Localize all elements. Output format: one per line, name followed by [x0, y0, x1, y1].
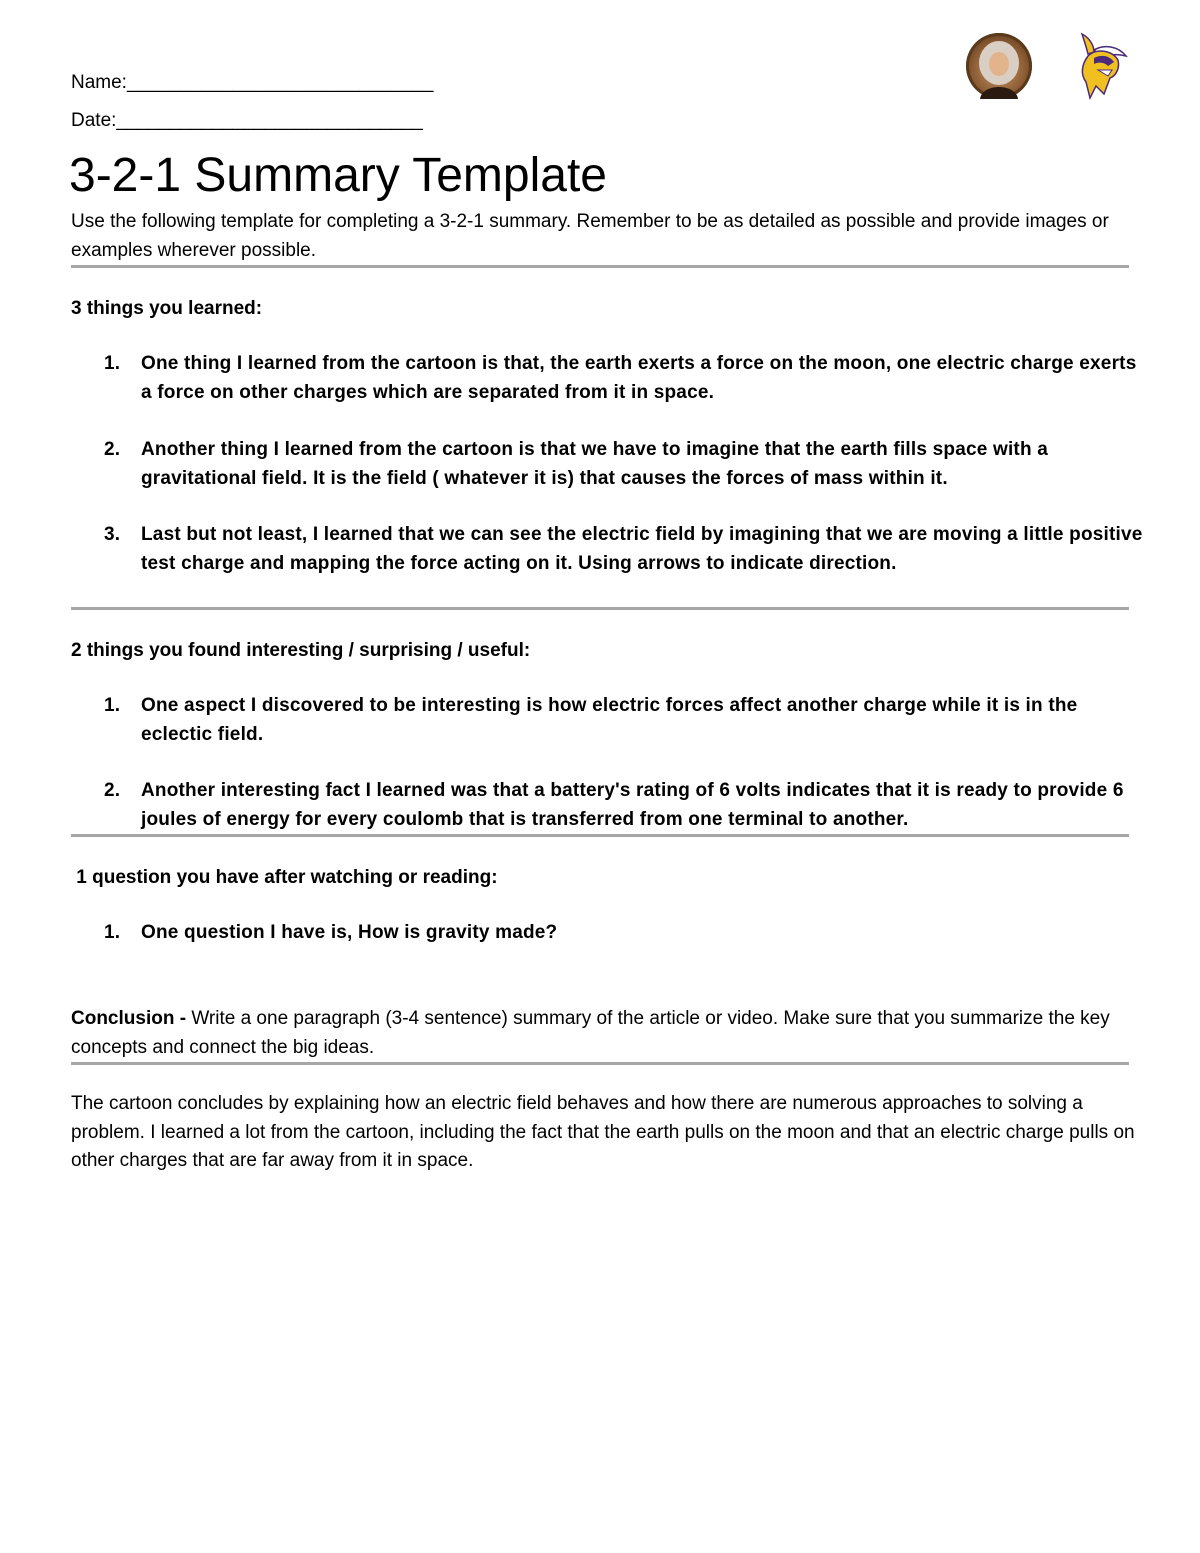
list-number: 1. [104, 922, 121, 943]
list-item [104, 919, 1144, 948]
conclusion-text: The cartoon concludes by explaining how an electric field behaves and how there are numerous approaches to solving a problem. I learned a lot from the cartoon, including the fact that the earth pulls on the moon and that an electric charge pulls on other charges that are far away from it in space. [71, 1093, 1135, 1171]
intro-text: Use the following template for completing a 3-2-1 summary. Remember to be as detailed as possible and provide images or examples wherever possible. [71, 211, 1109, 261]
list-item [104, 436, 1144, 493]
portrait-icon [966, 33, 1032, 99]
page-title: 3-2-1 Summary Template [69, 149, 607, 202]
section-1-heading: 1 question you have after watching or reading: [71, 867, 498, 888]
conclusion-prompt [71, 1005, 1141, 1062]
list-number: 1. [104, 353, 121, 374]
list-number: 1. [104, 695, 121, 716]
list-number: 2. [104, 439, 121, 460]
conclusion-instruction: Write a one paragraph (3-4 sentence) summary of the article or video. Make sure that you summarize the key concepts and connect the big ideas. [71, 1008, 1110, 1058]
list-item [104, 692, 1144, 749]
section-3-heading: 3 things you learned: [71, 298, 263, 319]
list-item [104, 777, 1144, 834]
divider [71, 834, 1129, 837]
divider [71, 607, 1129, 610]
list-item [104, 350, 1144, 407]
divider [71, 1062, 1129, 1065]
vikings-logo-icon [1068, 28, 1132, 104]
list-item-text: Another thing I learned from the cartoon is that we have to imagine that the earth fills space with a gravitational field. It is the field ( whatever it is) that causes the forces of mass within it. [141, 439, 1049, 489]
list-item-text: Another interesting fact I learned was that a battery's rating of 6 volts indicates that it is ready to provide 6 joules of energy for every coulomb that is transferred from one terminal to another. [141, 780, 1124, 830]
list-item-text: One question I have is, How is gravity made? [141, 922, 558, 943]
section-2-heading: 2 things you found interesting / surprising / useful: [71, 640, 531, 661]
list-number: 3. [104, 524, 121, 545]
name-field: Name:_____________________________ [71, 72, 434, 93]
list-item-text: Last but not least, I learned that we can see the electric field by imagining that we are moving a little positive test charge and mapping the force acting on it. Using arrows to indicate direction. [141, 524, 1143, 574]
list-number: 2. [104, 780, 121, 801]
divider [71, 265, 1129, 268]
list-item [104, 521, 1144, 578]
conclusion-label: Conclusion - [71, 1008, 192, 1029]
date-field: Date:_____________________________ [71, 110, 423, 131]
list-item-text: One thing I learned from the cartoon is that, the earth exerts a force on the moon, one electric charge exerts a force on other charges which are separated from it in space. [141, 353, 1137, 403]
list-item-text: One aspect I discovered to be interesting is how electric forces affect another charge while it is in the eclectic field. [141, 695, 1078, 745]
